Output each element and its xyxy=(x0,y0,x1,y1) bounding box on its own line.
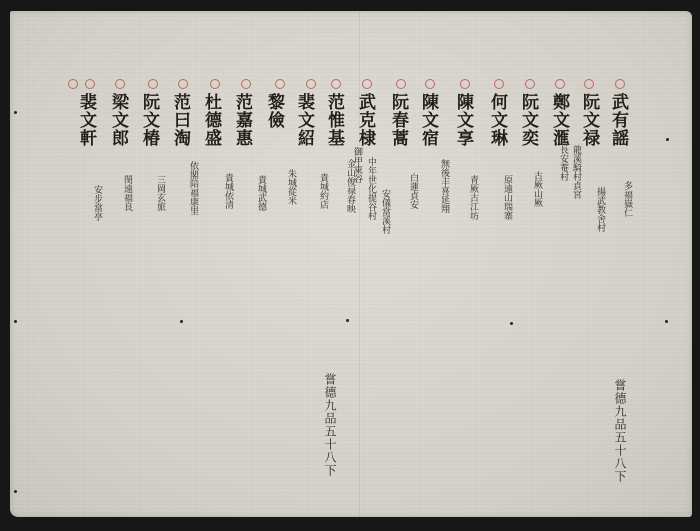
name-column: 陳文宿 xyxy=(418,93,438,147)
pinhole-marker xyxy=(510,322,513,325)
annotation-column: 貴城依清 xyxy=(223,173,233,209)
seal-mark xyxy=(460,79,470,89)
annotation-column: 龍溪騎村貞宮 xyxy=(571,145,581,199)
date-stamp: 嘗德九品五十八下 xyxy=(323,373,337,477)
name-column: 黎儉 xyxy=(264,93,284,129)
annotation-column: 金山俊禄春映 xyxy=(345,159,355,213)
pinhole-marker xyxy=(346,319,349,322)
seal-mark xyxy=(494,79,504,89)
annotation-column: 白蓮貞安 xyxy=(408,173,418,209)
seal-mark xyxy=(425,79,435,89)
pinhole-marker xyxy=(665,320,668,323)
annotation-column: 揚武教舍村 xyxy=(595,187,605,232)
annotation-column: 青厥古江坊 xyxy=(468,175,478,220)
annotation-column: 貴城約店 xyxy=(318,173,328,209)
seal-mark xyxy=(331,79,341,89)
annotation-column: 御甲東谷 xyxy=(352,147,362,183)
pinhole-marker xyxy=(180,320,183,323)
name-column: 何文琳 xyxy=(487,93,507,147)
name-column: 阮文奕 xyxy=(518,93,538,147)
paper-fold-line xyxy=(359,11,360,517)
seal-mark xyxy=(555,79,565,89)
annotation-column: 貴城武德 xyxy=(256,175,266,211)
annotation-column: 安步當亭 xyxy=(92,185,102,221)
seal-mark xyxy=(275,79,285,89)
annotation-column: 朱城從米 xyxy=(286,169,296,205)
seal-mark xyxy=(68,79,78,89)
seal-mark xyxy=(584,79,594,89)
seal-mark xyxy=(210,79,220,89)
pinhole-marker xyxy=(14,111,17,114)
annotation-column: 無後丰喜延翔 xyxy=(439,159,449,213)
pinhole-marker xyxy=(14,490,17,493)
seal-mark xyxy=(178,79,188,89)
pinhole-marker xyxy=(14,320,17,323)
name-column: 阮文禄 xyxy=(579,93,599,147)
name-column: 武有謡 xyxy=(608,93,628,147)
annotation-column: 原遠山瑞寨 xyxy=(502,175,512,220)
annotation-column: 中年世化提谷村 xyxy=(366,157,376,220)
date-stamp: 嘗德九品五十八下 xyxy=(613,379,627,483)
seal-mark xyxy=(362,79,372,89)
seal-mark xyxy=(615,79,625,89)
annotation-column: 長安菴村 xyxy=(558,145,568,181)
name-column: 梁文郎 xyxy=(108,93,128,147)
annotation-column: 多福嶽仁 xyxy=(622,181,632,217)
name-column: 范曰淘 xyxy=(170,93,190,147)
annotation-column: 依閣陪福康里 xyxy=(188,161,198,215)
name-column: 鄭文滙 xyxy=(549,93,569,147)
seal-mark xyxy=(148,79,158,89)
name-column: 裴文紹 xyxy=(294,93,314,147)
seal-mark xyxy=(115,79,125,89)
name-column: 杜德盛 xyxy=(201,93,221,147)
name-column: 武克棣 xyxy=(355,93,375,147)
seal-mark xyxy=(306,79,316,89)
name-column: 阮文椿 xyxy=(139,93,159,147)
name-column: 裴文軒 xyxy=(76,93,96,147)
pinhole-marker xyxy=(666,138,669,141)
annotation-column: 閔遠福良 xyxy=(122,175,132,211)
annotation-column: 三岡玄旅 xyxy=(155,175,165,211)
paper-sheet xyxy=(10,11,692,517)
seal-mark xyxy=(525,79,535,89)
seal-mark xyxy=(396,79,406,89)
annotation-column: 古厥山厥 xyxy=(532,171,542,207)
name-column: 阮春蒿 xyxy=(388,93,408,147)
name-column: 陳文享 xyxy=(453,93,473,147)
name-column: 范惟基 xyxy=(324,93,344,147)
name-column: 范嘉惠 xyxy=(232,93,252,147)
seal-mark xyxy=(85,79,95,89)
annotation-column: 安儀當溪村 xyxy=(380,189,390,234)
seal-mark xyxy=(241,79,251,89)
